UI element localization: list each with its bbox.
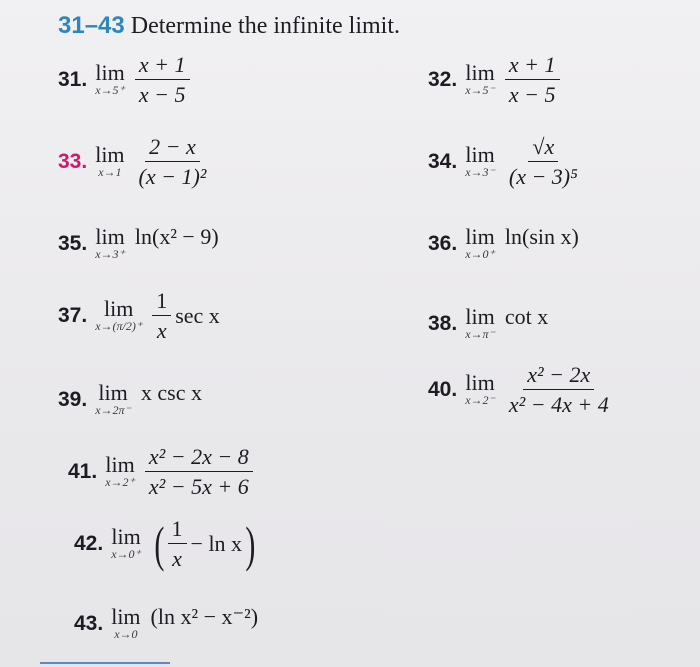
problem-number: 39. [58, 387, 88, 411]
numerator: 2 − x [145, 134, 200, 162]
problem-34 [428, 134, 586, 189]
denominator: (x − 3)⁵ [508, 164, 578, 189]
problem-33 [58, 134, 214, 189]
problem-37 [58, 288, 220, 343]
problem-31 [58, 52, 194, 107]
left-paren: ( [154, 515, 165, 572]
numerator: x + 1 [135, 52, 190, 80]
denominator: x − 5 [508, 82, 556, 107]
limit-operator [465, 372, 495, 407]
denominator: (x − 1)² [138, 164, 207, 189]
limit-operator [111, 526, 141, 561]
fraction [145, 444, 253, 499]
fraction [152, 288, 171, 343]
expression: cot x [504, 303, 549, 329]
denominator: x² − 4x + 4 [508, 392, 609, 417]
lim-word: lim [465, 142, 495, 167]
problem-32 [428, 52, 564, 107]
lim-word: lim [104, 296, 134, 321]
problem-number: 33. [58, 149, 88, 173]
problem-number: 41. [68, 459, 98, 483]
problem-42 [74, 516, 259, 571]
expression-tail: − ln x [190, 530, 243, 556]
problem-number: 40. [428, 377, 458, 401]
numerator: x² − 2x − 8 [145, 444, 253, 472]
lim-word: lim [95, 60, 125, 85]
fraction [135, 52, 190, 107]
limit-subscript: x→0⁺ [465, 247, 495, 261]
expression-tail: sec x [175, 302, 220, 328]
lim-word: lim [98, 380, 128, 405]
denominator: x [156, 318, 167, 343]
limit-operator [465, 62, 495, 97]
limit-operator [465, 144, 495, 179]
fraction [168, 516, 187, 571]
numerator: √x [528, 134, 558, 162]
numerator: x² − 2x [523, 362, 594, 390]
problem-number: 34. [428, 149, 458, 173]
problem-36 [428, 223, 579, 261]
problem-number: 36. [428, 231, 458, 255]
problem-number: 43. [74, 611, 104, 635]
limit-subscript: x→2π⁻ [95, 403, 131, 417]
limit-operator [465, 306, 495, 341]
lim-word: lim [465, 304, 495, 329]
exercise-header [58, 12, 400, 40]
problem-number: 31. [58, 67, 88, 91]
exercise-range: 31–43 [58, 12, 125, 39]
problem-35 [58, 223, 219, 261]
lim-word: lim [95, 142, 125, 167]
limit-subscript: x→3⁻ [465, 165, 495, 179]
limit-operator [111, 606, 140, 641]
problem-number: 37. [58, 303, 88, 327]
limit-subscript: x→0 [114, 627, 138, 641]
expression: ln(x² − 9) [134, 223, 219, 249]
limit-subscript: x→π⁻ [465, 327, 495, 341]
limit-subscript: x→5⁺ [95, 83, 125, 97]
limit-operator [95, 62, 125, 97]
lim-word: lim [95, 224, 125, 249]
limit-subscript: x→1 [98, 165, 122, 179]
limit-subscript: x→(π/2)⁺ [95, 319, 143, 333]
limit-subscript: x→2⁻ [465, 393, 495, 407]
denominator: x − 5 [138, 82, 186, 107]
lim-word: lim [465, 224, 495, 249]
limit-operator [95, 226, 125, 261]
page-divider [40, 662, 170, 664]
denominator: x² − 5x + 6 [148, 474, 249, 499]
numerator: 1 [168, 516, 187, 544]
limit-operator [105, 454, 135, 489]
problem-number: 38. [428, 311, 458, 335]
fraction [505, 134, 582, 189]
right-paren: ) [245, 515, 256, 572]
problem-43 [74, 603, 259, 641]
limit-subscript: x→2⁺ [105, 475, 135, 489]
limit-subscript: x→3⁺ [95, 247, 125, 261]
numerator: 1 [152, 288, 171, 316]
fraction [505, 362, 613, 417]
numerator: x + 1 [505, 52, 560, 80]
problem-39 [58, 379, 202, 417]
exercise-title: Determine the infinite limit. [130, 13, 401, 39]
problem-40 [428, 362, 617, 417]
fraction [135, 134, 211, 189]
lim-word: lim [111, 604, 141, 629]
problem-number: 32. [428, 67, 458, 91]
limit-operator [465, 226, 495, 261]
limit-operator [95, 382, 131, 417]
limit-subscript: x→5⁻ [465, 83, 495, 97]
problem-number: 42. [74, 531, 104, 555]
expression: ln(sin x) [504, 223, 579, 249]
limit-subscript: x→0⁺ [111, 547, 141, 561]
problem-41 [68, 444, 257, 499]
lim-word: lim [465, 60, 495, 85]
problem-number: 35. [58, 231, 88, 255]
fraction [505, 52, 560, 107]
expression: x csc x [140, 379, 202, 405]
denominator: x [172, 546, 182, 571]
lim-word: lim [465, 370, 495, 395]
problem-38 [428, 303, 549, 341]
expression: (ln x² − x⁻²) [150, 603, 259, 629]
limit-operator [95, 298, 142, 333]
lim-word: lim [105, 452, 135, 477]
lim-word: lim [111, 524, 141, 549]
limit-operator [95, 144, 124, 179]
